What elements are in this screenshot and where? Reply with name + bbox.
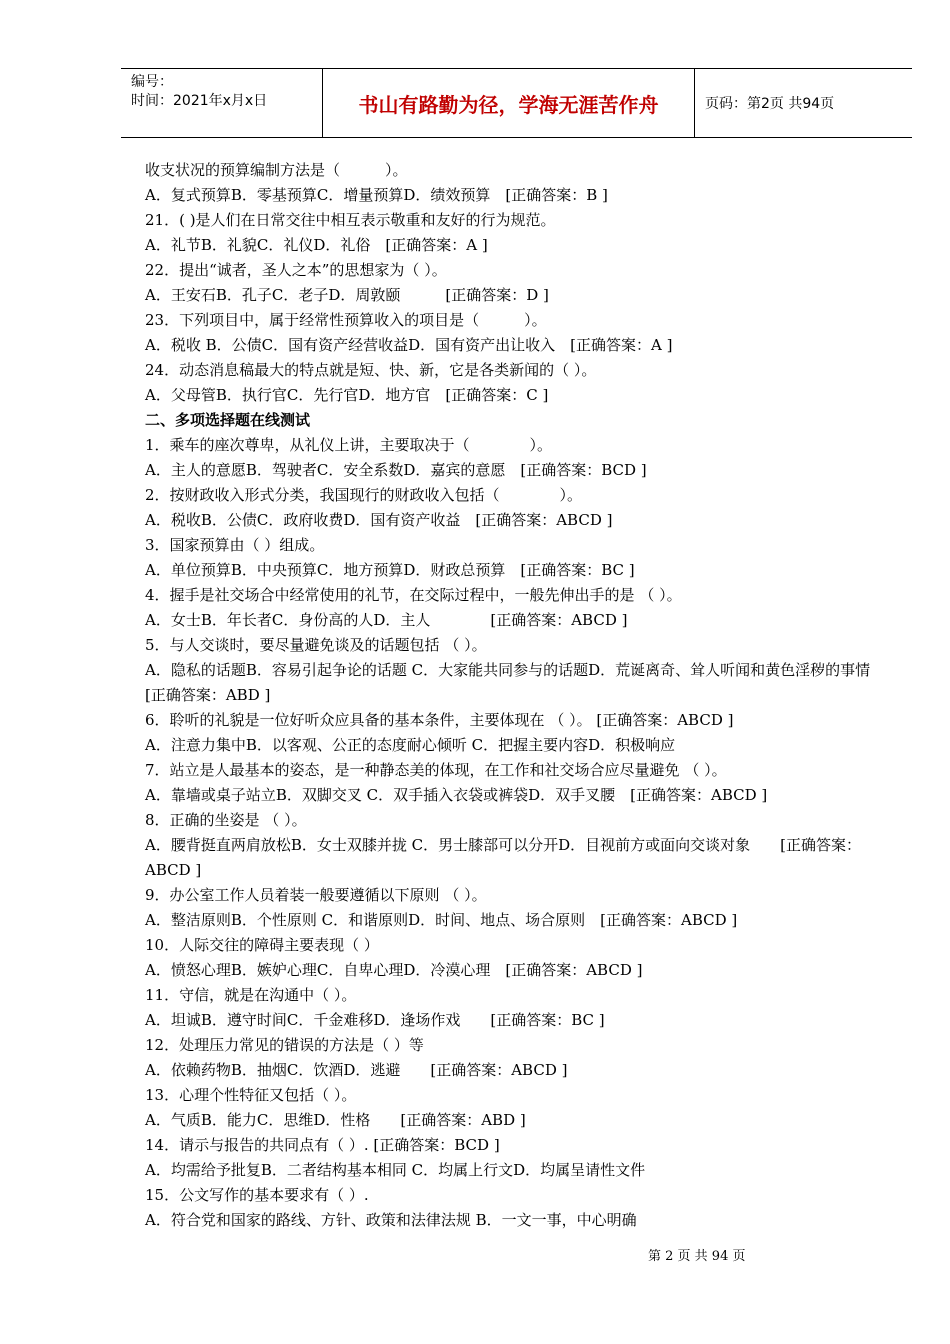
answer-options: A．符合党和国家的路线、方针、政策和法律法规 B．一文一事，中心明确 [145,1211,637,1229]
question: 10．人际交往的障碍主要表现（ ） [145,936,379,954]
question: 21．( )是人们在日常交往中相互表示敬重和友好的行为规范。 [145,211,556,229]
question: 5．与人交谈时，要尽量避免谈及的话题包括 （ ）。 [145,636,487,654]
question: 2．按财政收入形式分类，我国现行的财政收入包括（ ）。 [145,486,583,504]
question: 1．乘车的座次尊卑，从礼仪上讲，主要取决于（ ）。 [145,436,553,454]
answer-options: A．单位预算B．中央预算C．地方预算D．财政总预算 [正确答案：BC ] [145,561,635,579]
answer-options: A．女士B．年长者C．身份高的人D．主人 [正确答案：ABCD ] [145,611,628,629]
question: 14．请示与报告的共同点有（ ）. [正确答案：BCD ] [145,1136,500,1154]
answer-options: A．注意力集中B．以客观、公正的态度耐心倾听 C．把握主要内容D．积极响应 [145,736,676,754]
answer-options: A．愤怒心理B．嫉妒心理C．自卑心理D．冷漠心理 [正确答案：ABCD ] [145,961,643,979]
answer-options: A．腰背挺直两肩放松B．女士双膝并拢 C．男士膝部可以分开D．目视前方或面向交谈对象 [正确答案：ABCD ] [145,836,861,879]
answer-options: A．隐私的话题B．容易引起争论的话题 C．大家能共同参与的话题D．荒诞离奇、耸人听闻和黄色淫秽的事情 [正确答案：ABD ] [145,661,931,704]
question: 23．下列项目中，属于经常性预算收入的项目是（ ）。 [145,311,547,329]
answer-options: A．坦诚B．遵守时间C．千金难移D．逢场作戏 [正确答案：BC ] [145,1011,605,1029]
answer-options: A．气质B．能力C．思维D．性格 [正确答案：ABD ] [145,1111,526,1129]
question: 7．站立是人最基本的姿态，是一种静态美的体现，在工作和社交场合应尽量避免 （ ）。 [145,761,727,779]
question: 13．心理个性特征又包括（ ）。 [145,1086,357,1104]
serial-number-label: 编号： [131,74,173,90]
question: 4．握手是社交场合中经常使用的礼节，在交际过程中，一般先伸出手的是 （ ）。 [145,586,682,604]
question: 3．国家预算由（ ）组成。 [145,536,325,554]
answer-options: A．礼节B．礼貌C．礼仪D．礼俗 [正确答案：A ] [145,236,488,254]
answer-options: A．税收B．公债C．政府收费D．国有资产收益 [正确答案：ABCD ] [145,511,613,529]
answer-options: A．整洁原则B．个性原则 C．和谐原则D．时间、地点、场合原则 [正确答案：ABCD ] [145,911,738,929]
answer-options: A．靠墙或桌子站立B．双脚交叉 C．双手插入衣袋或裤袋D．双手叉腰 [正确答案：ABCD ] [145,786,768,804]
question: 9．办公室工作人员着装一般要遵循以下原则 （ ）。 [145,886,487,904]
answer-options: A．王安石B．孔子C．老子D．周敦颐 [正确答案：D ] [145,286,549,304]
answer-options: A．主人的意愿B．驾驶者C．安全系数D．嘉宾的意愿 [正确答案：BCD ] [145,461,647,479]
answer-options: A．税收 B．公债C．国有资产经营收益D．国有资产出让收入 [正确答案：A ] [145,336,673,354]
text-line: 收支状况的预算编制方法是（ ）。 [145,161,408,179]
question: 11．守信，就是在沟通中（ ）。 [145,986,357,1004]
section-heading: 二、多项选择题在线测试 [145,411,311,429]
question: 24．动态消息稿最大的特点就是短、快、新，它是各类新闻的（ ）。 [145,361,597,379]
question: 15．公文写作的基本要求有（ ）. [145,1186,369,1204]
question: 12．处理压力常见的错误的方法是（ ）等 [145,1036,424,1054]
header-meta [121,69,323,137]
answer-options: A．依赖药物B．抽烟C．饮酒D．逃避 [正确答案：ABCD ] [145,1061,568,1079]
date-label: 时间：2021年x月x日 [131,93,268,109]
page-footer: 第 2 页 共 94 页 [648,1249,746,1264]
page-header [121,68,912,138]
question: 22．提出“诚者，圣人之本”的思想家为（ ）。 [145,261,447,279]
answer-options: A．均需给予批复B．二者结构基本相同 C．均属上行文D．均属呈请性文件 [145,1161,646,1179]
answer-options: A．复式预算B．零基预算C．增量预算D．绩效预算 [正确答案：B ] [145,186,608,204]
document-body [145,158,931,1233]
header-motto: 书山有路勤为径，学海无涯苦作舟 [323,69,695,137]
question: 6．聆听的礼貌是一位好听众应具备的基本条件，主要体现在 （ ）。 [正确答案：ABCD ] [145,711,734,729]
answer-options: A．父母管B．执行官C．先行官D．地方官 [正确答案：C ] [145,386,549,404]
question: 8．正确的坐姿是 （ ）。 [145,811,307,829]
header-page-info: 页码：第2页 共94页 [705,96,835,112]
